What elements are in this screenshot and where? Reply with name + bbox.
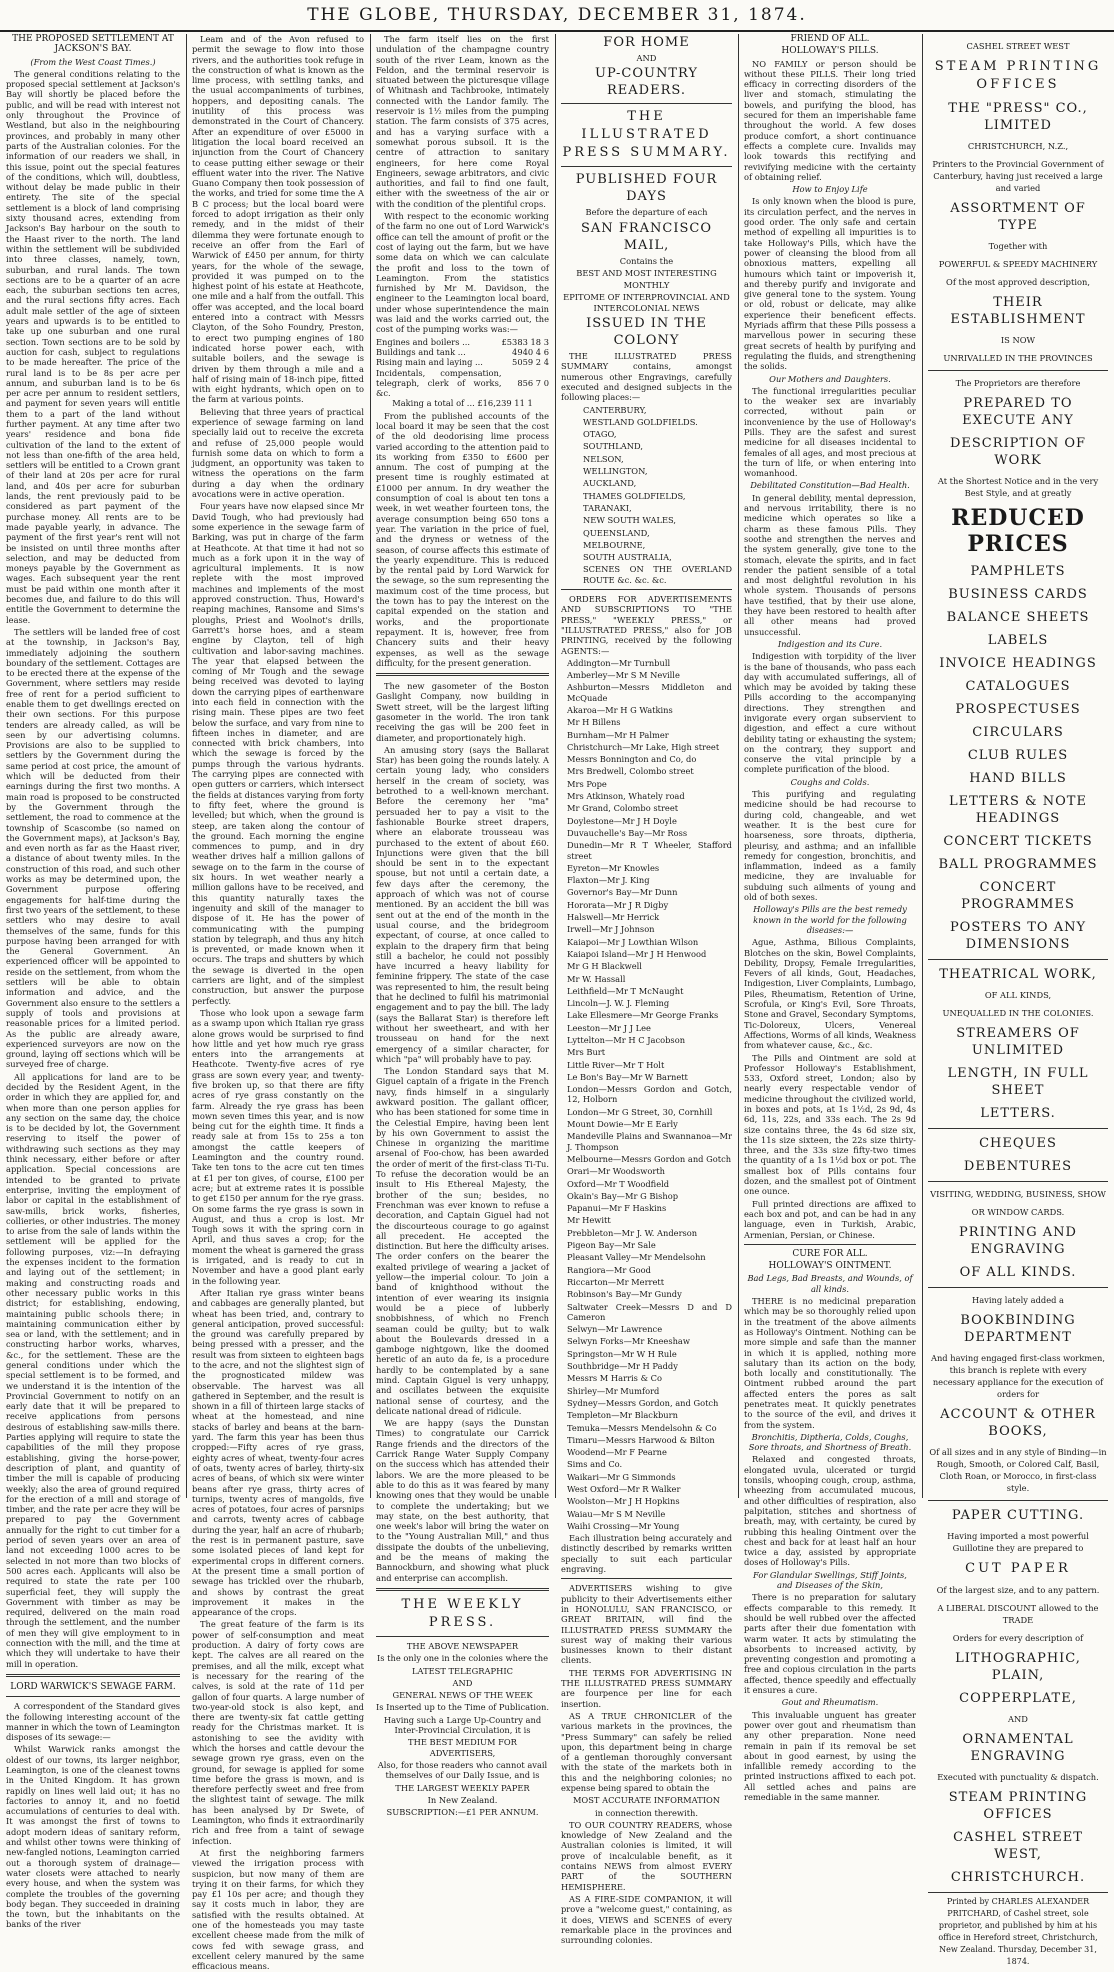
agent-item: Selwyn Forks—Mr Kneeshaw <box>567 1336 690 1347</box>
ad-line: CUT PAPER <box>965 1561 1071 1576</box>
column-rule <box>738 34 739 1498</box>
paragraph: The Pills and Ointment are sold at Professor Holloway's Establishment, 533, Oxford street, London; also by nearly every respectable vendor of medicine throughout the civilized world, in boxes and pots, at 1s 1½d, 2s 9d, 4s 6d, 11s, 22s, and 33s each. The 2s 9d size contains three, the 4s 6d size six, the 11s size sixteen, the 22s size thirty-three, and the 33s size fifty-two times the quantity of a 1s 1½d box or pot. The smallest box of Pills contains four dozen, and the smallest pot of Ointment one ounce. <box>744 1052 916 1197</box>
subheading: Indigestion and its Cure. <box>777 638 883 649</box>
ad-line: in connection therewith. <box>594 1807 699 1818</box>
ad-line: UNEQUALLED IN THE COLONIES. <box>942 1008 1094 1018</box>
agent-item: London—Mr G Street, 30, Cornhill <box>567 1106 713 1117</box>
divider <box>928 959 1108 960</box>
agent-item: Pleasant Valley—Mr Mendelsohn <box>567 1252 706 1263</box>
weekly-line: Also, for those readers who cannot avail themselves of our Daily Issue, and is <box>377 1759 548 1781</box>
divider <box>6 1696 180 1697</box>
agent-item: Ashburton—Messrs Middleton and McQuade <box>567 682 732 703</box>
agent-item: Okain's Bay—Mr G Bishop <box>567 1190 678 1201</box>
paragraph: Full printed directions are affixed to each box and pot, and can be had in any language, even in Turkish, Arabic, Armenian, Persian, or Chinese. <box>744 1198 916 1240</box>
paragraph: There is no preparation for salutary effects comparable to this remedy. It should be well rubbed over the affected parts after their due fomentation with warm water. It acts by stimulating the absorbents to increased activity, by preventing congestion and promoting a free and copious circulation in the parts affected, thence speedily and effectually it ensures a cure. <box>744 1592 916 1696</box>
ad-heading: HOLLOWAY'S OINTMENT. <box>768 1261 892 1272</box>
print-item: BALL PROGRAMMES <box>938 857 1098 872</box>
agent-item: Mr Hewitt <box>567 1215 611 1226</box>
paragraph: All applications for land are to be decided by the Resident Agent, in the order in which they are applied for, and when more than one person applies for any section on the same day, the choice is to be decided by lot, the Government reserving to itself the power of withdrawing such sections as they may think necessary, either before or after application. Special concessions are intended to be granted to private enterprise, inviting the employment of labor or capital in the establishment of saw-mills, brick works, fisheries, collieries, or other industries. The money to arise from the sale of lands within the settlement will be applied for the following purposes, viz:—In defraying the expenses incident to the formation and laying out of the settlement; in making and constructing roads and other necessary public works in this district; for establishing, endowing, maintaining public schools there; in maintaining communication either by sea or land, with the settlement; and in constructing harbor works, wharves, &c., for the settlement. These are the general conditions under which the special settlement is to be formed, and we understand it is the intention of the Provincial Government to notify on an early date that it will be prepared to receive applications from persons desirous of establishing saw-mills there. Parties applying will require to state the capabilities of the mill they propose establishing, giving the horse-power, description of plant, and quantity of timber the mill is capable of producing weekly; also the area of ground required for the erection of a mill and storage of timber, and the rate per acre they will be prepared to pay the Government annually for the right to cut timber for a period of seven years over an area of land not exceeding 1000 acres to be selected in not more than two blocks of 500 acres each. Applicants will also be required to state the rate per 100 superficial feet, they will supply the Government with timber as may be required, delivered on the main road through the settlement, and the number of men they will give employment to in connection with the mill, and the time at which they will undertake to have their mill in operation. <box>6 1071 180 1669</box>
ad-line: ACCOUNT & OTHER BOOKS, <box>940 1407 1096 1439</box>
agent-item: Dunedin—Mr R T Wheeler, Stafford street <box>567 840 732 861</box>
divider <box>561 589 732 590</box>
ad-heading: STEAM PRINTING OFFICES <box>934 59 1102 92</box>
agent-item: Oxford—Mr T Woodfield <box>567 1178 670 1189</box>
ad-line: OF ALL KINDS, <box>984 990 1052 1000</box>
agent-item: Eyreton—Mr Knowles <box>567 862 660 873</box>
print-item: CONCERT PROGRAMMES <box>961 880 1075 912</box>
column-1 <box>6 34 180 1930</box>
agent-item: Mr W. Hassall <box>567 973 626 984</box>
agent-item: Sims and Co. <box>567 1459 623 1470</box>
ad-line: STEAM PRINTING OFFICES <box>948 1790 1088 1822</box>
ad-line: DEBENTURES <box>963 1159 1073 1174</box>
place-item: NELSON, <box>583 453 624 464</box>
agent-item: Mount Dowie—Mr E Early <box>567 1119 678 1130</box>
paragraph: Leam and of the Avon refused to permit the sewage to flow into those rivers, and the authorities took refuge in the construction of what is known as the lime process, with settling tanks, and the usual accompaniments of turbines, hoppers, and depositing canals. The inutility of this process was demonstrated in the Court of Chancery. After an expenditure of over £5000 in litigation the local board received an injunction from the Court of Chancery to cease putting either sewage or their effluent water into the river. The Native Guano Company then took possession of the works, and tried for some time the A B C process; but the local board were forced to adopt irrigation as their only remedy, and in the midst of their dilemma they were fortunate enough to receive an offer from the Earl of Warwick of £450 per annum, for thirty years, for the whole of the sewage, provided it was pumped on to the highest point of his estate at Heathcote, one mile and a half from the outfall. This offer was accepted, and the local board entered into a contract with Messrs Clayton, of the Soho Foundry, Preston, to erect two pumping engines of 180 indicated horse power each, with suitable boilers, and the sewage is driven by them through a mile and a half of rising main of 18-inch pipe, fitted with eight hydrants, which open on to the farm at various points. <box>192 34 364 405</box>
ad-line: STREAMERS OF UNLIMITED <box>956 1026 1080 1058</box>
ad-line: PREPARED TO EXECUTE ANY <box>962 396 1074 428</box>
weekly-line: In New Zealand. <box>427 1794 498 1805</box>
place-item: THAMES GOLDFIELDS, <box>583 490 686 501</box>
ad-line: LENGTH, IN FULL SHEET <box>947 1066 1089 1098</box>
paragraph: The London Standard says that M. Giguel captain of a frigate in the French navy, finds himself in a singularly awkward position. The gallant officer, who has been stationed for some time in the Celestial Empire, having been lent by his own Government to assist the Chinese in organizing the maritime arsenal of Foo-chow, has been awarded the order of merit of the first-class Ti-Tu. To refuse the decoration would be an insult to His Ethereal Majesty, the brother of the sun; besides, no Frenchman was ever known to refuse a decoration, and Captain Giguel had not the discourteous courage to go against all precedent. He accepted the distinction. But here the difficulty arises. The order confers on the bearer the exalted privilege of wearing a jacket of yellow—the imperial colour. To join a band of knighthood without the intention of ever wearing its insignia would be a piece of lubberly snobbishness, of which no French seaman could be guilty; but to walk about the Boulevards dressed in a gamboge nightgown, like the doomed heretic of an auto da fe, is a procedure hardly to be contemplated by a sane mind. Captain Giguel is very unhappy, and oscillates between the exquisite national sense of courtesy, and the delicate national dread of ridicule. <box>376 1066 549 1416</box>
ad-line: CHRISTCHURCH, N.Z., <box>967 141 1069 151</box>
print-item: CLUB RULES <box>967 748 1069 763</box>
agent-item: Springston—Mr W H Rule <box>567 1348 677 1359</box>
agent-item: Doylestone—Mr J H Doyle <box>567 815 677 826</box>
article-heading: THE PROPOSED SETTLEMENT AT JACKSON'S BAY. <box>12 34 174 55</box>
place-item: NEW SOUTH WALES, <box>583 515 677 526</box>
agent-item: Mr G H Blackwell <box>567 961 642 972</box>
divider <box>376 1636 549 1637</box>
agent-item: Halswell—Mr Herrick <box>567 912 660 923</box>
ad-heading: FRIEND OF ALL. <box>790 34 870 44</box>
paragraph: The general conditions relating to the proposed special settlement at Jackson's Bay will shortly be placed before the public, and will be read with interest not only throughout the Province of Westland, but also in the neighbouring provinces, and probably in many other parts of the Australian colonies. For the information of our readers we shall, in this issue, point out the special features of the conditions, which will, doubtless, without delay be made public in their entirety. The site of the special settlement is a block of land comprising sixty thousand acres, extending from Jackson's Bay harbour on the south to the Haast river to the north. The land within the settlement will be subdivided into three classes, namely, town, suburban, and rural lands. The town sections are to be a quarter of an acre each, the suburban sections ten acres, and the rural sections fifty acres. Each adult male settler of the age of sixteen years and upwards is to be entitled to take up one suburban and one rural section. Town sections are to be sold by auction for cash, subject to regulations to be made hereafter. The price of the rural land is to be 8s per acre per annum, and suburban land is to be 6s per acre per annum to resident settlers, and payment for seven years will entitle them to a part of the land without further payment. At any time after two years' residence and bona fide cultivation of the land to the extent of not less than one-fifth of the area held, settlers will be entitled to a Crown grant of their land at 20s per acre for rural land, and 40s per acre for suburban lands, the rent previously paid to be considered as part payment of the purchase money. All rents are to be made payable yearly, in advance. The payment of the first year's rent will not be insisted on until three months after selection, and may be deducted from moneys payable by the Government as wages. Each subsequent year the rent must be paid within one month after it becomes due, and failure to do this will entitle the Government to determine the lease. <box>6 68 180 625</box>
masthead-title: THE GLOBE, THURSDAY, DECEMBER 31, 1874. <box>307 5 807 25</box>
place-item: SCENES ON THE OVERLAND ROUTE &c. &c. &c. <box>583 564 732 585</box>
article-heading: LORD WARWICK'S SEWAGE FARM. <box>10 1681 176 1692</box>
divider <box>928 370 1108 371</box>
weekly-line: THE ABOVE NEWSPAPER <box>406 1640 519 1651</box>
place-item: WELLINGTON, <box>583 466 648 477</box>
paragraph: Is only known when the blood is pure, its circulation perfect, and the nerves in good order. The only safe and certain method of expelling all impurities is to take Holloway's Pills, which have the power of cleansing the blood from all obnoxious matters, expelling all humours which taint or impoverish it, and thereby purify and invigorate and give general tone to the system. Young or old, robust or delicate, may alike experience their beneficent effects. Myriads affirm that these Pills possess a marvellous power in securing these great secrets of health by purifying and regulating the fluids, and strengthening the solids. <box>744 196 916 372</box>
column-rule <box>370 34 371 1498</box>
column-rule <box>922 34 923 1498</box>
agent-item: Mrs Bredwell, Colombo street <box>567 766 694 777</box>
agent-item: Temuka—Messrs Mendelsohn & Co <box>567 1422 717 1433</box>
cost-total: Making a total of ... £16,239 11 1 <box>392 398 533 409</box>
agent-item: Waihi Crossing—Mr Young <box>567 1520 680 1531</box>
ad-line: CHRISTCHURCH. <box>950 1870 1086 1885</box>
print-item: BUSINESS CARDS <box>948 587 1088 602</box>
agent-item: Little River—Mr T Holt <box>567 1059 665 1070</box>
agent-item: Mrs Burt <box>567 1047 606 1058</box>
ad-line: Of the most approved description, <box>946 277 1090 287</box>
agent-item: Lake Ellesmere—Mr George Franks <box>567 1010 719 1021</box>
column-3 <box>376 34 550 1818</box>
agent-item: Rangiora—Mr Good <box>567 1264 651 1275</box>
subheading: For Glandular Swellings, Stiff Joints, and Diseases of the Skin, <box>753 1569 907 1591</box>
paragraph: We are happy (says the Dunstan Times) to congratulate our Carrick Range friends and the directors of the Carrick Range Water Supply Company on the success which has attended their labors. We are the more pleased to be able to do this as it was feared by many knowing ones that they would be unable to complete the undertaking; but we may state, on the best authority, that one week's labor will bring the water on to the "Young Australian Mill," and thus dissipate the doubts of the unbelieving, and be the means of making the Bannockburn, and showing what pluck and enterprise can accomplish. <box>376 1418 549 1583</box>
paragraph: Indigestion with torpidity of the liver is the bane of thousands, who pass each day with accumulated sufferings, all of which may be avoided by taking these Pills according to the accompanying directions. They strengthen and invigorate every organ subservient to digestion, and effect a cure without debility tating or exhausting the system; on the contrary, they support and conserve the vital principle by a complete purification of the blood. <box>744 651 916 775</box>
ad-line: IS NOW <box>1000 335 1036 345</box>
print-item: PAMPHLETS <box>970 564 1066 579</box>
ad-line: Printers to the Provincial Government of Canterbury, having just received a large and varied <box>932 159 1104 193</box>
cost-table <box>376 337 549 399</box>
ad-line: Executed with punctuality & dispatch. <box>937 1772 1099 1782</box>
ad-line: BEST AND MOST INTERESTING <box>576 267 717 278</box>
paragraph: The new gasometer of the Boston Gaslight Company, now building in Swett street, will be the largest lifting gasometer in the world. The iron tank receiving the gas will be 200 feet in diameter, and proportionately high. <box>376 681 549 743</box>
article-source: (From the West Coast Times.) <box>30 56 156 67</box>
agent-item: Amberley—Mr S M Neville <box>567 670 680 681</box>
agent-item: Papanui—Mr F Haskins <box>567 1203 667 1214</box>
agent-item: Leithfield—Mr T McNaught <box>567 985 684 996</box>
ad-line: OF ALL KINDS. <box>959 1265 1077 1280</box>
agent-item: Kaiapoi—Mr J Lowthian Wilson <box>567 936 699 947</box>
table-row: Engines and boilers ... £5383 18 3 <box>376 336 549 347</box>
ad-line: EPITOME OF INTERPROVINCIAL AND INTERCOLONIAL NEWS <box>563 292 730 313</box>
table-row: Buildings and tank ... 4940 4 6 <box>376 346 549 357</box>
divider <box>928 1128 1108 1129</box>
ad-heading: UP-COUNTRY READERS. <box>595 66 698 99</box>
ad-line: THEATRICAL WORK, <box>939 967 1097 982</box>
paragraph: Believing that three years of practical experience of sewage farming on land specially laid out to receive the excreta and refuse of 25,000 people would furnish some data on which to form a judgment, an opportunity was taken to witness the operations on the farm during a day when the ordinary avocations were in active operation. <box>192 406 364 500</box>
agent-item: Flaxton—Mr J. King <box>567 875 650 886</box>
agent-item: Irwell—Mr J Johnson <box>567 924 655 935</box>
agent-item: Waiau—Mr S M Neville <box>567 1508 666 1519</box>
agent-item: Messrs Bonnington and Co, do <box>567 754 697 765</box>
ad-line: PRINTING AND ENGRAVING <box>959 1225 1077 1257</box>
print-item: BALANCE SHEETS <box>946 610 1090 625</box>
ad-line: THE "PRESS" CO., LIMITED <box>948 101 1088 133</box>
ad-line: AND <box>636 53 657 63</box>
paragraph: With respect to the economic working of the farm no one out of Lord Warwick's office can tell the amount of profit or the cost of laying out the farm, but we have some data on which we can calculate the profit and loss to the town of Leamington. From the statistics furnished by Mr M. Davidson, the engineer to the Leamington local board, under whose superintendence the main was laid and the works carried out, the cost of the pumping works was:— <box>376 211 549 335</box>
ad-line: ORNAMENTAL ENGRAVING <box>962 1732 1074 1764</box>
weekly-line: Is the only one in the colonies where the <box>376 1653 548 1664</box>
table-row: Incidentals, compensation, telegraph, clerk of works, &c. 856 7 0 <box>376 367 549 399</box>
weekly-line: GENERAL NEWS OF THE WEEK <box>392 1690 533 1701</box>
ad-line: At the Shortest Notice and in the very Best Style, and at greatly <box>937 476 1099 498</box>
agent-item: Melbourne—Messrs Gordon and Gotch <box>567 1153 732 1164</box>
print-item: CIRCULARS <box>972 725 1064 740</box>
ad-line: VISITING, WEDDING, BUSINESS, SHOW <box>930 1189 1106 1199</box>
agent-item: Orari—Mr Woodsworth <box>567 1166 665 1177</box>
ad-line: POWERFUL & SPEEDY MACHINERY <box>938 259 1098 269</box>
agent-item: Mandeville Plains and Swannanoa—Mr J. Thompson <box>567 1131 732 1152</box>
subheading: Debilitated Constitution—Bad Health. <box>750 480 910 491</box>
subheading: Bad Legs, Bad Breasts, and Wounds, of all kinds. <box>747 1273 913 1294</box>
table-row: Rising main and laying ... 5059 2 4 <box>376 357 549 368</box>
reduced-prices-heading: REDUCED PRICES <box>951 505 1085 557</box>
print-item: INVOICE HEADINGS <box>939 656 1097 671</box>
ad-line: Orders for every description of <box>952 1633 1084 1643</box>
weekly-line: Is Inserted up to the Time of Publication. <box>376 1702 550 1713</box>
agent-item: Addington—Mr Turnbull <box>567 657 671 668</box>
print-item: PROSPECTUSES <box>955 702 1081 717</box>
paragraph: The settlers will be landed free of cost at the township, in Jackson's Bay, immediately adjoining the southern boundary of the settlement. Cottages are to be erected there at the expense of the Government, where settlers may reside free of rent for a period sufficient to enable them to get dwellings erected on their own sections. For this purpose tenders are already called, as will be seen by our advertising columns. Provisions are also to be supplied to settlers by the Government during the same period at cost price, the amount of which will be deducted from their earnings during the first two months. A main road is proposed to be constructed by the Government through the settlement, the road to commence at the township of Scascombe (so named on the Government maps), at Jackson's Bay, and even north as far as the Haast river, a distance of about twenty miles. In the construction of this road, and such other works as may be determined upon, the Government purpose offering engagements for half-time during the first two years of the settlement, to these settlers who may desire to avail themselves of the same, funds for this purpose having been arranged for with the General Government. An experienced officer will be appointed to reside on the settlement, from whom the settlers will be able to obtain information and advice, and the Government also ensure to the settlers a supply of tools and provisions at reasonable prices for a limited period. As the public are already aware, experienced surveyors are now on the ground, laying off sections which will be surveyed free of charge. <box>6 626 180 1070</box>
column-6 <box>928 34 1108 1966</box>
paragraph: The functional irregularities peculiar to the weaker sex are invariably corrected, without pain or inconvenience by the use of Holloway's Pills. They are the safest and surest medicine for all diseases incidental to females of all ages, and most precious at the turn of life, or when entering into womanhood. <box>744 385 916 479</box>
ad-line: Of all sizes and in any style of Binding—in Rough, Smooth, or Colored Calf, Basil, Cloth Roan, or Morocco, in first-class style. <box>929 1447 1107 1493</box>
paragraph: An amusing story (says the Ballarat Star) has been going the rounds lately. A certain young lady, who considers herself in the cream of society, was betrothed to a well-known merchant. Before the ceremony her "ma" persuaded her to pay a visit to the fashionable Bourke street drapers, where an elaborate trousseau was purchased to the extent of about £60. Injunctions were given that the bill should be sent in to the expectant spouse, but not until a certain date, a few days after the ceremony, the approach of which was not of course mentioned. By an accident the bill was sent out at the end of the month in the usual course, and the bridegroom expectant, of course, at once called to explain to the drapery firm that being still a bachelor, he could not possibly have incurred a heavy liability for feminine frippery. The state of the case was represented to him, the result being that he declined to fulfil his matrimonial engagement and to pay the bill. The lady (says the Ballarat Star) is therefore left without her sweetheart, and with her trousseau on hand for the next emergency of a similar character, for which "pa" will probably have to pay. <box>376 744 549 1064</box>
agent-item: Woodend—Mr F Pearne <box>567 1447 667 1458</box>
agent-item: Woolston—Mr J H Hopkins <box>567 1496 680 1507</box>
agent-item: Mrs Pope <box>567 778 607 789</box>
ad-line: PUBLISHED FOUR DAYS <box>575 172 718 205</box>
weekly-press-title: THE WEEKLY PRESS. <box>401 1596 524 1630</box>
column-rule <box>555 34 556 1498</box>
ad-line: And having engaged first-class workmen, this branch is replete with every necessary appliance for the execution of orders for <box>930 1353 1106 1399</box>
summary-title: THE ILLUSTRATED PRESS SUMMARY. <box>562 109 731 161</box>
weekly-line: THE LARGEST WEEKLY PAPER <box>395 1782 530 1793</box>
paragraph: From the published accounts of the local board it may be seen that the cost of the old deodorising lime process varied according to the attention paid to its working from £350 to £600 per annum. The cost of pumping at the present time is roughly estimated at £1000 per annum. In dry weather the consumption of coal is about ten tons a week, in wet weather fourteen tons, the average consumption being 650 tons a year. The variation in the price of fuel, and the dryness or wetness of the season, of course affects this estimate of the yearly expenditure. This is reduced by the rental paid by Lord Warwick for the sewage, so the sum representing the maximum cost of the time process, but the town has to pay the interest on the capital expended on the station and works, and the proportionate repayment. It is, however, free from Chancery suits and their heavy expenses, as well as the sewage difficulty, for the present generation. <box>376 410 549 668</box>
subheading: How to Enjoy Life <box>792 184 868 195</box>
paragraph: After Italian rye grass winter beans and cabbages are generally planted, but wheat has been tried, and, contrary to general anticipation, proved successful: the ground was carefully prepared by being pressed with a presser, and the result was from sixteen to eighteen bags to the acre, and not the slightest sign of the prognosticated mildew was observable. The harvest was all gathered in September, and the result is shown in a fill of thirteen large stacks of wheat at the homestead, and nine stacks of barley and beans at the barn-yard. The farm this year has been thus cropped:—Fifty acres of rye grass, eighty acres of wheat, twenty-four acres of oats, twenty acres of barley, thirty-six acres of beans, of which six were winter beans after rye grass, thirty acres of turnips, twenty acres of mangolds, five acres of potatoes, four acres of parsnips and carrots, twenty acres of cabbage during the year, half an acre of rhubarb; the rest is in permanent pasture, save some isolated pieces of land kept for experimental crops in different corners. At the present time a small portion of sewage has trickled over the rhubarb, and shows by contrast the great improvement it makes in the appearance of the crops. <box>192 1287 364 1618</box>
ad-line: AND <box>1008 1714 1028 1724</box>
place-item: OTAGO, <box>583 429 617 440</box>
print-item: LETTERS & NOTE HEADINGS <box>949 794 1087 826</box>
agent-item: Hororata—Mr J R Digby <box>567 899 669 910</box>
place-item: TARANAKI, <box>583 502 632 513</box>
paragraph: A correspondent of the Standard gives the following interesting account of the manner in which the town of Leamington disposes of its sewage:— <box>6 1701 180 1743</box>
ad-line: COPPERPLATE, <box>959 1691 1077 1706</box>
place-item: CANTERBURY, <box>583 404 647 415</box>
agent-item: London—Messrs Gordon and Gotch, 12, Holborn <box>567 1084 732 1105</box>
agent-item: Mr Grand, Colombo street <box>567 803 679 814</box>
place-item: QUEENSLAND, <box>583 527 650 538</box>
ad-line: PAPER CUTTING. <box>951 1508 1085 1523</box>
paragraph: NO FAMILY or person should be without these PILLS. Their long tried efficacy in correcting disorders of the liver and stomach, stimulating the bowels, and purifying the blood, has secured for them an imperishable fame throughout the world. A few doses produce comfort, a short continuance effects a complete cure. Invalids may look towards this rectifying and revivifying medicine with the certainty of obtaining relief. <box>744 58 916 182</box>
subheading: Gout and Rheumatism. <box>781 1697 879 1708</box>
ad-heading: CURE FOR ALL. <box>792 1248 868 1259</box>
ad-line: CHEQUES <box>979 1136 1057 1151</box>
ad-line: MOST ACCURATE INFORMATION <box>572 1795 721 1806</box>
paragraph: At first the neighboring farmers viewed the irrigation process with suspicion, but now many of them are trying it on their farms, for which they pay £1 10s per acre; and though they say it costs much in labor, they are satisfied with the results obtained. At one of the homesteads you may taste excellent cheese made from the milk of cows fed with sewage grass, and excellent celery manured by the same efficacious means. <box>192 1847 364 1972</box>
paragraph: AS A FIRE-SIDE COMPANION, it will prove a "welcome guest," containing, as it does, VIEWS and SCENES of every remarkable place in the provinces and surrounding colonies. <box>561 1893 732 1946</box>
divider <box>744 1244 916 1245</box>
paragraph: In general debility, mental depression, and nervous irritability, there is no medicine which operates so like a charm as these famous Pills. They soothe and strengthen the nerves and the system generally, give tone to the stomach, elevate the spirits, and in fact render the patient sensible of a total and most delightful revolution in his whole system. Thousands of persons have testified, that by their use alone, they have been restored to health after all other means had proved unsuccessful. <box>744 492 916 637</box>
print-item: LABELS <box>987 633 1049 648</box>
place-item: AUCKLAND, <box>583 478 637 489</box>
paragraph: This purifying and regulating medicine should be had recourse to during cold, changeable, and wet weather. It is the best cure for hoarseness, sore throats, diptheria, pleurisy, and asthma; and an infallible remedy for congestion, bronchitis, and inflammation, indeed as a family medicine, they are invaluable for subduing such ailments of young and old of both sexes. <box>744 789 916 903</box>
agent-item: Timaru—Messrs Harwood & Bilton <box>567 1434 715 1445</box>
ad-line: UNRIVALLED IN THE PROVINCES <box>943 353 1093 363</box>
agent-item: Akaroa—Mr H G Watkins <box>567 704 673 715</box>
agent-item: Leeston—Mr J J Lee <box>567 1022 651 1033</box>
ad-line: LETTERS. <box>980 1106 1056 1121</box>
agent-item: Le Bon's Bay—Mr W Barnett <box>567 1071 688 1082</box>
ad-line: SAN FRANCISCO MAIL, <box>581 220 712 253</box>
column-5 <box>744 34 916 1802</box>
ad-line: OR WINDOW CARDS. <box>971 1207 1065 1217</box>
agent-item: Riccarton—Mr Merrett <box>567 1276 665 1287</box>
divider <box>928 1287 1108 1288</box>
agent-item: Shirley—Mr Mumford <box>567 1385 660 1396</box>
agents-list <box>561 658 732 1531</box>
ad-line: BOOKBINDING DEPARTMENT <box>960 1313 1076 1345</box>
ad-line: Before the departure of each <box>585 207 708 218</box>
ad-line: ISSUED IN THE COLONY <box>586 316 707 349</box>
ad-line: ASSORTMENT OF TYPE <box>950 201 1086 233</box>
agent-item: Christchurch—Mr Lake, High street <box>567 741 720 752</box>
divider <box>376 1588 549 1591</box>
agent-item: Selwyn—Mr Lawrence <box>567 1324 663 1335</box>
ad-line: Contains the <box>619 255 674 266</box>
paragraph: The farm itself lies on the first undulation of the champagne country south of the river Leam, known as the Feldon, and the terminal reservoir is situated between the picturesque village of Whitnash and Tachbrooke, intimately connected with the Landor family. The reservoir is 1½ miles from the pumping station. The farm consists of 375 acres, and has a varying surface with a somewhat porous subsoil. It is the centre of attraction to sanitary engineers, for here come Royal Engineers, sewage arbitrators, and civic authorities, and fail to find one fault, either with the sweetness of the air or with the condition of the plentiful crops. <box>376 34 549 209</box>
paragraph: Relaxed and congested throats, elongated uvula, ulcerated or turgid tonsils, whooping cough, croup, asthma, wheezing from accumulated mucous, and other difficulties of respiration, also palpitation, stitches and shortness of breath, may, with certainty, be cured by rubbing this healing Ointment over the chest and back for at least half an hour twice a day, assisted by appropriate doses of Holloway's Pills. <box>744 1454 916 1568</box>
paragraph: Those who look upon a sewage farm as a swamp upon which Italian rye grass alone grows would be surprised to find how little and yet how much rye grass enters into the arrangements at Heathcote. Twenty-five acres of rye grass are sown every year, and twenty-five broken up, so that there are fifty acres of rye grass constantly on the farm. Already the rye grass has been mown seven times this year, and is now being cut for the eighth time. It finds a ready sale at from 15s to 25s a ton amongst the cattle keepers of Leamington and the country round. Take ten tons to the acre cut ten times at £1 per ton gives, of course, £100 per acre; but at extreme rates it is possible to get £150 per annum for the rye grass. On some farms the rye grass is sown in August, and thus a crop is lost. Mr Tough sows it with the spring corn in April, and thus saves a crop; for the moment the wheat is garnered the grass is irrigated, and is ready to cut in November and have a good plant early in the following year. <box>192 1007 364 1286</box>
place-item: WESTLAND GOLDFIELDS. <box>583 416 698 427</box>
column-2 <box>192 34 364 1972</box>
imprint: Printed by CHARLES ALEXANDER PRITCHARD, of Cashel street, sole proprietor, and published by him at his office in Hereford street, Christchurch, New Zealand. Thursday, December 31, 1874. <box>928 1892 1108 1968</box>
paragraph: THE TERMS FOR ADVERTISING IN THE ILLUSTRATED PRESS SUMMARY are fourpence per line for each insertion. <box>561 1667 732 1709</box>
place-item: SOUTHLAND, <box>583 441 644 452</box>
divider <box>561 1578 732 1579</box>
column-rule <box>186 34 187 1498</box>
subheading: Coughs and Colds. <box>790 776 870 787</box>
divider <box>928 1500 1108 1501</box>
paragraph: Whilst Warwick ranks amongst the oldest of our towns, its larger neighbor, Leamington, is one of the cleanest towns in the United Kingdom. It has grown rapidly on lines well laid out; it has no factories to annoy it, and no foetid accumulations of centuries to deal with. It was amongst the first of towns to adopt modern ideas of sanitary reform, and whilst other towns were thinking of new-fangled notions, Leamington carried out a thorough system of drainage—water closets were attached to nearly every house, and when the system was complete the troubles of the governing body began. They succeeded in draining the town, but the inhabitants on the banks of the river <box>6 1744 180 1930</box>
agent-item: West Oxford—Mr R Walker <box>567 1483 681 1494</box>
print-item: CATALOGUES <box>965 679 1071 694</box>
agent-item: Messrs M Harris & Co <box>567 1373 662 1384</box>
paragraph: THERE is no medicinal preparation which may be so thoroughly relied upon in the treatment of the above ailments as Holloway's Ointment. Nothing can be more simple and safe than the manner in which it is applied, nothing more salutary than its action on the body, both locally and constitutionally. The Ointment rubbed around the part affected enters the pores as salt penetrates meat. It quickly penetrates to the source of the evil, and drives it from the system. <box>744 1296 916 1430</box>
weekly-line: SUBSCRIPTION:—£1 PER ANNUM. <box>386 1807 539 1818</box>
place-item: MELBOURNE, <box>583 539 646 550</box>
paragraph: Each illustration being accurately and distinctly described by remarks written specially to suit each particular engraving. <box>561 1533 732 1575</box>
agent-item: Sydney—Messrs Gordon, and Gotch <box>567 1397 719 1408</box>
paragraph: ORDERS FOR ADVERTISEMENTS AND SUBSCRIPTIONS TO "THE PRESS," "WEEKLY PRESS," or "ILLUSTRATED PRESS," also for JOB PRINTING, received by the following AGENTS:— <box>561 594 732 656</box>
agent-item: Burnham—Mr H Palmer <box>567 729 669 740</box>
agent-item: Waikari—Mr G Simmonds <box>567 1471 676 1482</box>
ad-heading: FOR HOME <box>603 35 690 50</box>
paragraph: Four years have now elapsed since Mr David Tough, who had previously had some experience in the sewage farm of Barking, was put in charge of the farm at Heathcote. At that time it had not so much as a fork upon it in the way of agricultural implements. It is now replete with the most improved machines and implements of the most approved construction. Thus, Howard's reaping machines, Ransome and Sims's ploughs, Priest and Woolnot's drills, Garrett's horse hoes, and a steam engine by Clayton, tell of high cultivation and labor-saving machines. The year that elapsed between the coming of Mr Tough and the sewage being received was devoted to laying down the carrying pipes of earthenware into each field in connection with the rising main. These pipes are two feet below the surface, and vary from nine to fifteen inches in diameter, and are connected with brick chambers, into which the sewage is forced by the pumps through the various hydrants. The carrying pipes are connected with open gutters or carriers, which intersect the fields at distances varying from forty to fifty feet, where the ground is levelled; but which, when the ground is steep, are taken along the contour of the ground. Each morning the engine commences to pump, and in dry weather drives half a million gallons of sewage on to the farm in the course of six hours. In wet weather nearly a million gallons have to be received, and this quantity naturally taxes the ingenuity and skill of the manager to dispose of it. He has the power of communicating with the pumping station by telegraph, and thus any hitch is prevented, or made known when it occurs. The traps and shutters by which the sewage is diverted in the open carriers are light, and of the simplest construction, but answer the purpose perfectly. <box>192 501 364 1006</box>
ad-line: Of the largest size, and to any pattern. <box>936 1585 1100 1595</box>
agent-item: Templeton—Mr Blackburn <box>567 1410 678 1421</box>
ad-line: LITHOGRAPHIC, PLAIN, <box>955 1651 1081 1683</box>
paragraph: This invaluable unguent has greater power over gout and rheumatism than any other preparation. None need remain in pain if its removal be set about in good earnest, by using the infallible remedy according to the printed instructions affixed to each pot. All settled aches and pains are remediable in the same manner. <box>744 1709 916 1802</box>
subheading: Bronchitis, Diptheria, Colds, Coughs, Sore throats, and Shortness of Breath. <box>748 1431 912 1453</box>
print-items <box>928 563 1108 953</box>
print-item: CONCERT TICKETS <box>943 834 1093 849</box>
subheading: Our Mothers and Daughters. <box>769 373 891 384</box>
paragraph: THE ILLUSTRATED PRESS SUMMARY contains, amongst numerous other Engravings, carefully executed and designed subjects in the following places:— <box>561 351 732 403</box>
divider <box>928 1181 1108 1182</box>
ad-line: DESCRIPTION OF WORK <box>949 436 1087 468</box>
weekly-line: LATEST TELEGRAPHIC <box>412 1665 513 1676</box>
ad-heading: HOLLOWAY'S PILLS. <box>781 46 879 57</box>
paragraph: Ague, Asthma, Bilious Complaints, Blotches on the skin, Bowel Complaints, Debility, Dropsy, Female Irregularities, Fevers of all kinds, Gout, Headaches, Indigestion, Liver Complaints, Lumbago, Piles, Rheumatism, Retention of Urine, Scrofula, or King's Evil, Sore Throats, Stone and Gravel, Secondary Symptoms, Tic-Doloreux, Ulcers, Venereal Affections, Worms of all kinds, Weakness from whatever cause, &c., &c. <box>744 937 916 1051</box>
weekly-line: THE BEST MEDIUM FOR ADVERTISERS, <box>408 1737 517 1758</box>
weekly-line: AND <box>452 1677 473 1688</box>
agent-item: Kaiapoi Island—Mr J H Henwood <box>567 948 707 959</box>
paragraph: ADVERTISERS wishing to give publicity to their Advertisements either in HONOLULU, SAN FRANCISCO, or GREAT BRITAIN, will find the ILLUSTRATED PRESS SUMMARY the surest way of making their various businesses known to their distant clients. <box>561 1583 732 1666</box>
ad-line: The Proprietors are therefore <box>955 378 1081 388</box>
ad-line: A LIBERAL DISCOUNT allowed to the TRADE <box>937 1603 1099 1625</box>
paragraph: The great feature of the farm is its power of self-consumption and meat production. A dairy of forty cows are kept. The calves are all reared on the premises, and all the milk, except what is necessary for the rearing of the calves, is sold at the rate of 11d per gallon of four quarts. A large number of two-year-old stock is also kept, and there are twenty-six fat cattle getting ready for the Christmas market. It is astonishing to see the avidity with which the horses and cattle devour the sewage grown rye grass, even on the ground, for sewage is applied for some time before the grass is mown, and is therefore perfectly sweet and free from the slightest taint of sewage. The milk has been analysed by Dr Swete, of Leamington, who finds it extraordinarily rich and free from a taint of sewage infection. <box>192 1619 364 1846</box>
masthead <box>0 0 1114 32</box>
agent-item: Southbridge—Mr H Paddy <box>567 1361 678 1372</box>
subheading: Holloway's Pills are the best remedy known in the world for the following diseases:— <box>753 904 907 935</box>
place-item: SOUTH AUSTRALIA, <box>583 552 672 563</box>
ad-line: MONTHLY <box>623 280 670 291</box>
agent-item: Mr H Billens <box>567 717 621 728</box>
agent-item: Mrs Atkinson, Whately road <box>567 791 685 802</box>
ad-line: Together with <box>988 241 1048 251</box>
paragraph: TO OUR COUNTRY READERS, whose knowledge of New Zealand and the Australian colonies is limited, it will prove of incalculable benefit, as it contains NEWS from almost EVERY PART of the SOUTHERN HEMISPHERE. <box>561 1819 732 1892</box>
agent-item: Pigeon Bay—Mr Sale <box>567 1240 656 1251</box>
ad-line: CASHEL STREET WEST, <box>953 1830 1083 1862</box>
agent-item: Governor's Bay—Mr Dunn <box>567 887 678 898</box>
agent-item: Lyttelton—Mr H C Jacobson <box>567 1035 686 1045</box>
divider <box>561 166 732 167</box>
print-item: POSTERS TO ANY DIMENSIONS <box>949 920 1087 952</box>
agent-item: Prebbleton—Mr J. W. Anderson <box>567 1227 698 1238</box>
ad-line: Having lately added a <box>971 1295 1064 1305</box>
agent-item: Lincoln—J. W. J. Fleming <box>567 998 670 1009</box>
ad-line: CASHEL STREET WEST <box>966 41 1070 51</box>
agent-item: Robinson's Bay—Mr Gundy <box>567 1289 682 1300</box>
print-item: HAND BILLS <box>969 771 1067 786</box>
divider <box>6 1674 180 1677</box>
divider <box>561 103 732 104</box>
agent-item: Duvauchelle's Bay—Mr Ross <box>567 827 688 838</box>
ad-line: Having imported a most powerful Guillotine they are prepared to <box>947 1531 1089 1553</box>
weekly-line: Having such a Large Up-Country and Inter-Provincial Circulation, it is <box>383 1714 542 1736</box>
ad-line: THEIR ESTABLISHMENT <box>950 295 1086 327</box>
paragraph: AS A TRUE CHRONICLER of the various markets in the provinces, the "Press Summary" can safely be relied upon, this department being in charge of a gentleman thoroughly conversant with the state of the markets both in this and the neighboring colonies; no expense being spared to obtain the <box>561 1710 732 1793</box>
divider <box>376 673 549 676</box>
agent-item: Saltwater Creek—Messrs D and D Cameron <box>567 1301 732 1322</box>
column-4 <box>561 34 732 1946</box>
